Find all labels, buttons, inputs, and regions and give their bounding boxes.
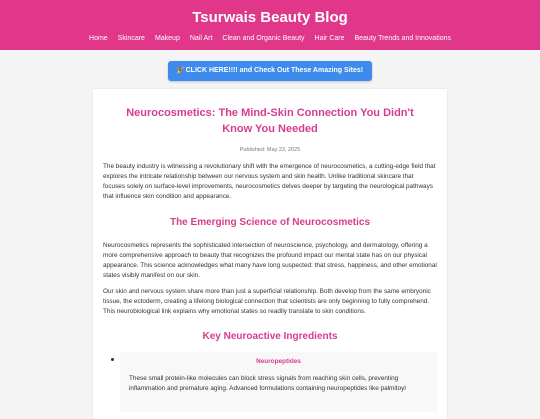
nav-item-hair-care[interactable]: Hair Care [314, 35, 345, 42]
site-header [0, 0, 540, 50]
ingredient-list [103, 352, 437, 412]
nav-item-skincare[interactable]: Skincare [117, 35, 145, 42]
main-nav [0, 34, 540, 43]
nav-item-nail-art[interactable]: Nail Art [189, 35, 213, 42]
article-card [93, 89, 447, 419]
published-date: Published: May 23, 2025 [239, 147, 301, 153]
article-title: Neurocosmetics: The Mind-Skin Connection You Didn't Know You Needed [126, 107, 414, 135]
science-paragraph-2: Our skin and nervous system share more than just a superficial relationship. Both develop from the same embryonic tissue, the ectoderm, creating a lifelong biological connection that scientists are only beginning to fully comprehend. This neurobiological link explains why emotional states so readily translate to skin conditions. [103, 288, 431, 315]
nav-item-beauty-trends[interactable]: Beauty Trends and Innovations [354, 35, 451, 42]
bullet-icon [111, 358, 114, 361]
section-heading-science: The Emerging Science of Neurocosmetics [169, 217, 371, 228]
nav-item-clean-organic-beauty[interactable]: Clean and Organic Beauty [222, 35, 305, 42]
section-heading-ingredients: Key Neuroactive Ingredients [202, 331, 338, 342]
intro-paragraph: The beauty industry is witnessing a revolutionary shift with the emergence of neurocosmetics, a cutting-edge field that explores the intricate relationship between our nervous system and skin health. Unlike traditional skincare that focuses solely on surface-level improvements, neurocosmetics delves deeper by targeting the neurological pathways that influence skin condition and appearance. [103, 163, 436, 200]
nav-item-home[interactable]: Home [89, 35, 108, 42]
ingredient-description: These small protein-like molecules can block stress signals from reaching skin cells, preventing inflammation and premature aging. Advanced formulations containing neuropeptides like palmitoyl [129, 375, 406, 392]
site-title[interactable]: Tsurwais Beauty Blog [192, 9, 348, 26]
science-paragraph-1: Neurocosmetics represents the sophisticated intersection of neuroscience, psychology, and dermatology, offering a more comprehensive approach to beauty that recognizes the profound impact our mental state has on our physical appearance. This science acknowledges what many have long suspected: that stress, happiness, and other emotional states visibly manifest on our skin. [103, 242, 437, 279]
list-item [120, 352, 437, 412]
cta-button[interactable]: 🎉CLICK HERE!!!! and Check Out These Amazing Sites! [168, 61, 372, 81]
nav-item-makeup[interactable]: Makeup [154, 35, 180, 42]
ingredient-name: Neuropeptides [256, 358, 301, 365]
